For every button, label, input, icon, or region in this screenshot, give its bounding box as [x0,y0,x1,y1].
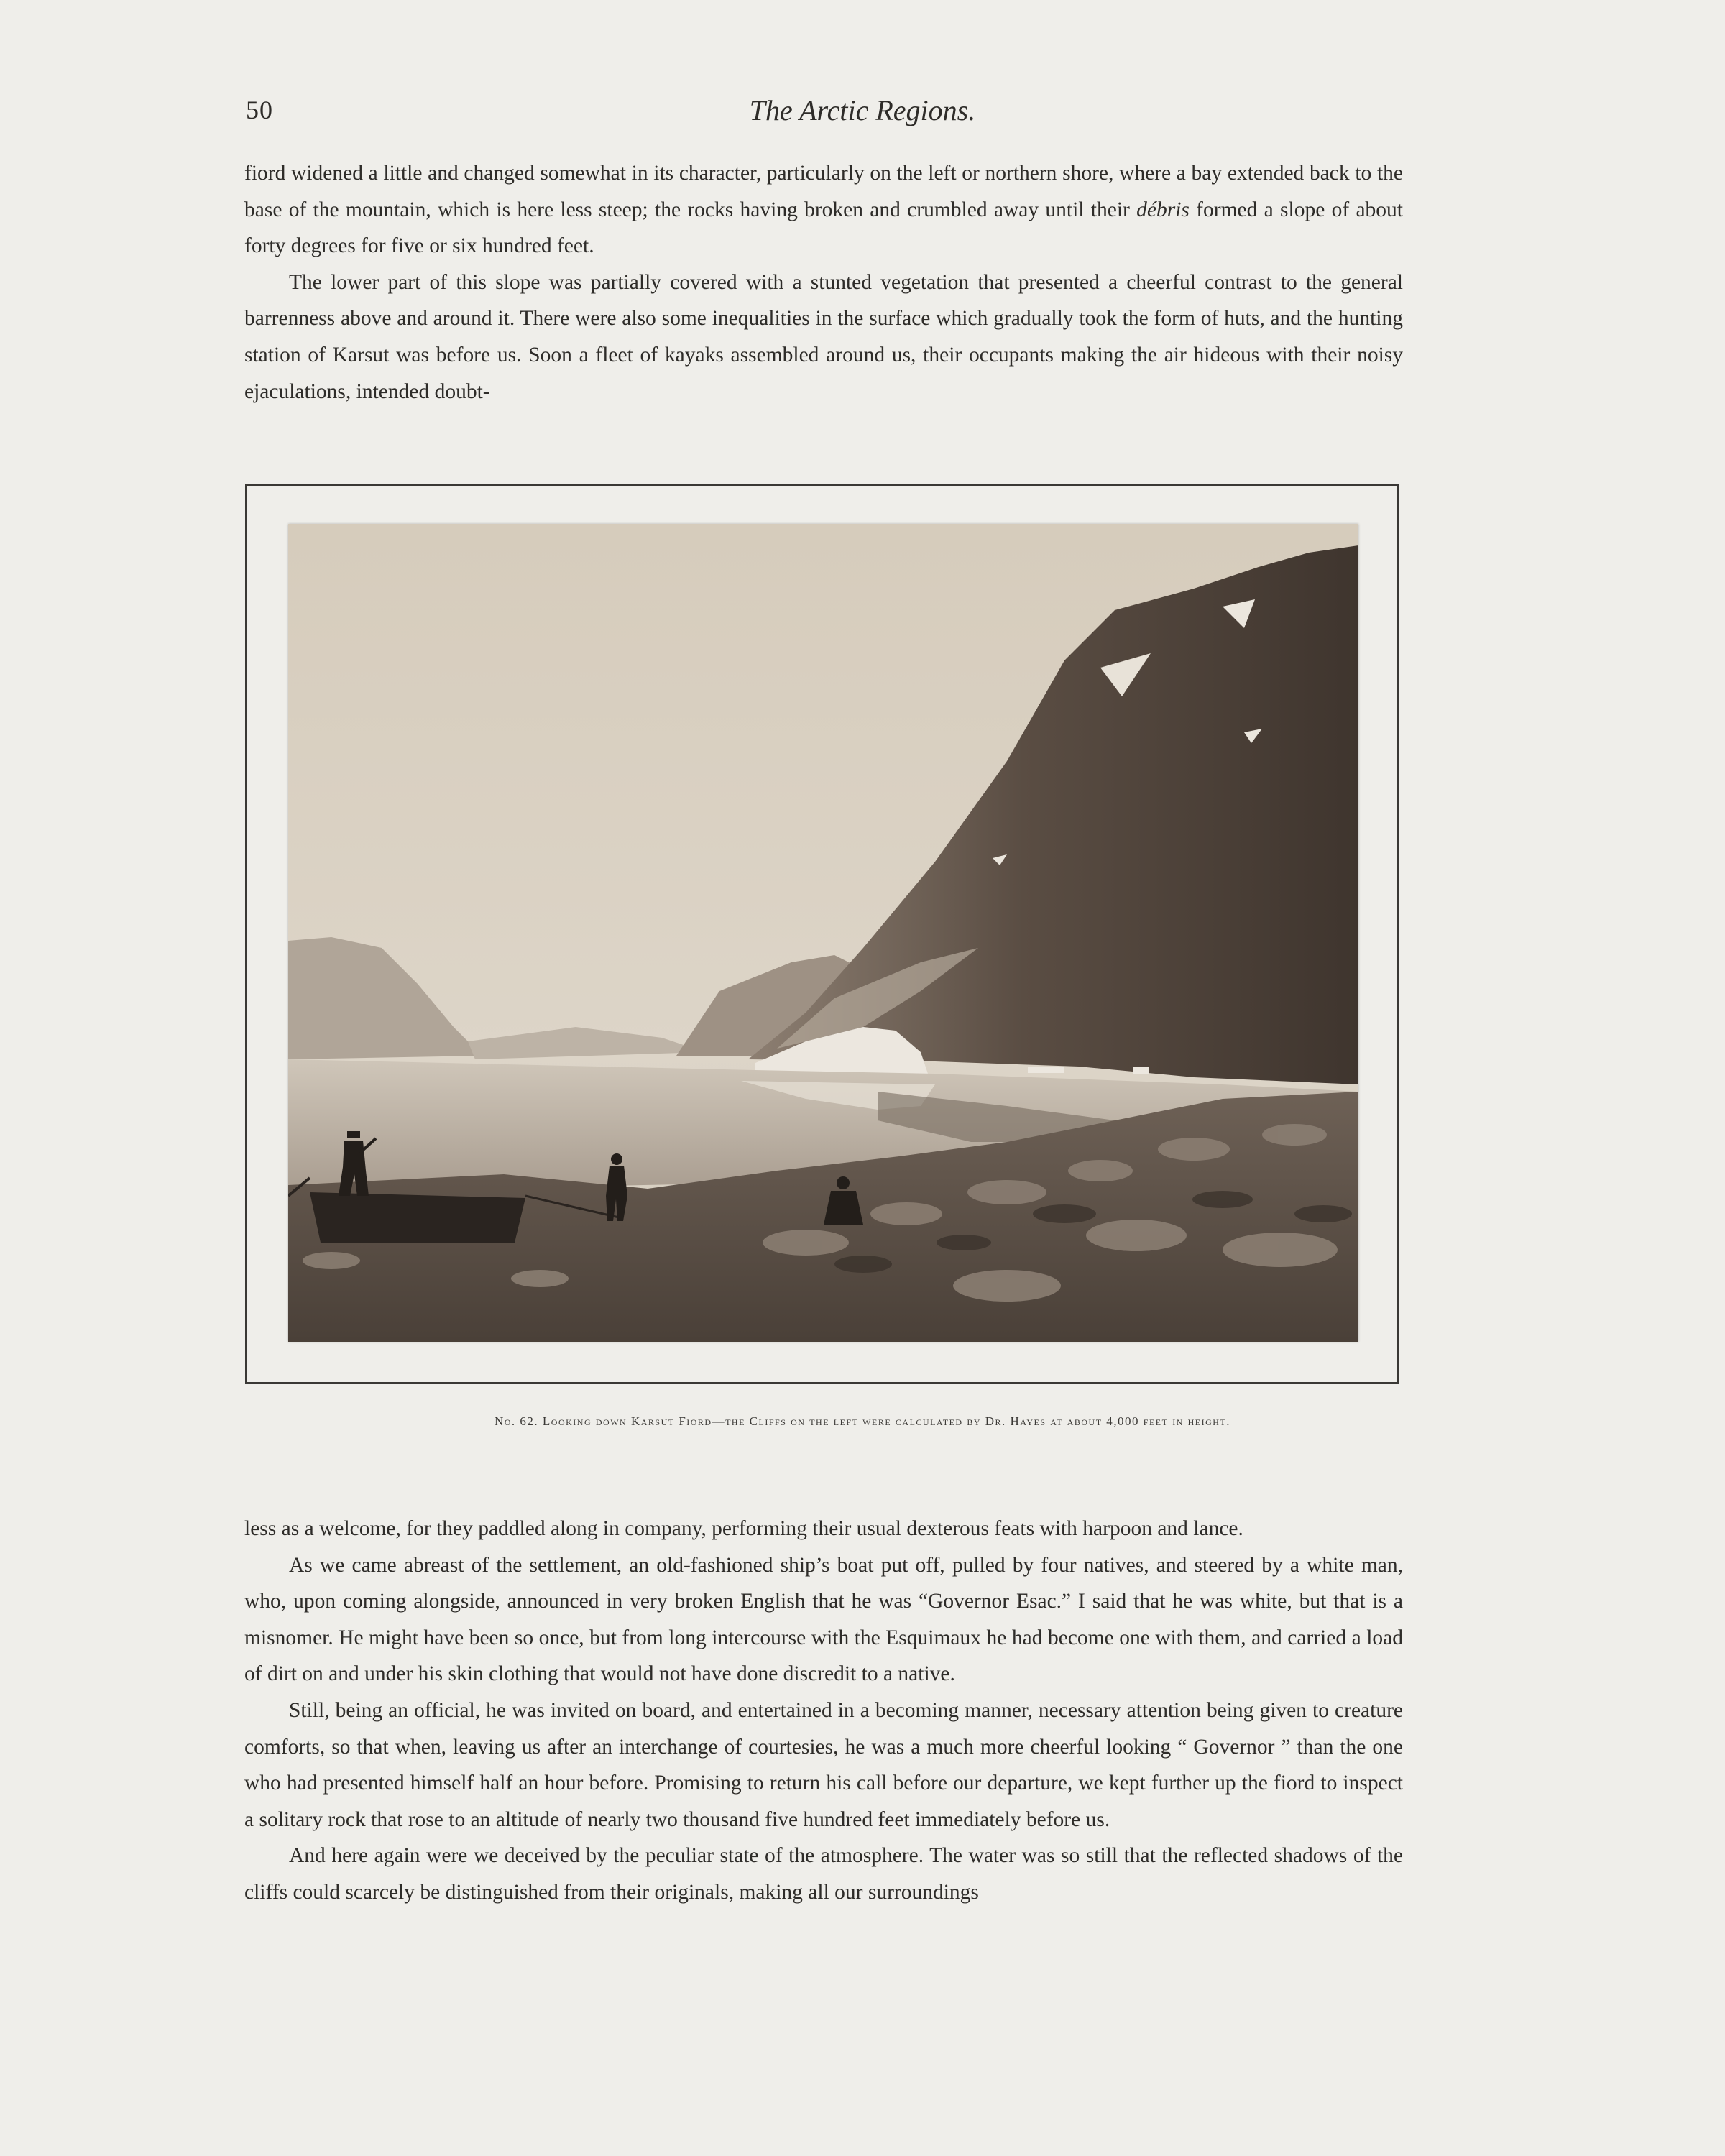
fiord-photograph [288,524,1358,1342]
bottom-text-block [244,1511,1403,1911]
running-title: The Arctic Regions. [749,94,976,126]
paragraph: less as a welcome, for they paddled along in company, performing their usual dexterous feats with harpoon and lance. [244,1517,1243,1540]
paragraph: Still, being an official, he was invited on board, and entertained in a becoming manner, necessary attention being given to creature comforts, so that when, leaving us after an interchange of courtesies, he was a much more cheerful looking “ Governor ” than the one who had presented himself half an hour before. Promising to return his call before our departure, we kept further up the fiord to inspect a solitary rock that rose to an altitude of nearly two thousand five hundred feet immediately before us. [244,1698,1403,1831]
paragraph-text: fiord widened a little and changed somewhat in its character, particularly on the left or northern shore, where a bay extended back to the base of the mountain, which is here less steep; the rocks having broken and crumbled away until their [244,162,1403,221]
paragraph: The lower part of this slope was partially covered with a stunted vegetation that presented a cheerful contrast to the general barrenness above and around it. There were also some inequalities in the surface which gradually took the form of huts, and the hunting station of Karsut was before us. Soon a fleet of kayaks assembled around us, their occupants making the air hideous with their noisy ejaculations, intended doubt- [244,270,1403,403]
paragraph: And here again were we deceived by the peculiar state of the atmosphere. The water was so still that the reflected shadows of the cliffs could scarcely be distinguished from their originals, making all our surroundings [244,1844,1403,1904]
paragraph-text: formed a slope of about forty degrees for five or six hundred feet. [244,198,1403,258]
figure-caption: No. 62. Looking down Karsut Fiord—the Cliffs on the left were calculated by Dr. Hayes at about 4,000 feet in height. [494,1414,1231,1428]
italic-word: débris [1136,198,1190,221]
paragraph [244,155,1403,264]
page-number: 50 [246,96,273,124]
paragraph: As we came abreast of the settlement, an old-fashioned ship’s boat put off, pulled by four natives, and steered by a white man, who, upon coming alongside, announced in very broken English that he was “Governor Esac.” I said that he was white, but that is a misnomer. He might have been so once, but from long intercourse with the Esquimaux he had become one with them, and carried a load of dirt on and under his skin clothing that would not have done discredit to a native. [244,1553,1403,1686]
top-text-block [244,155,1403,410]
